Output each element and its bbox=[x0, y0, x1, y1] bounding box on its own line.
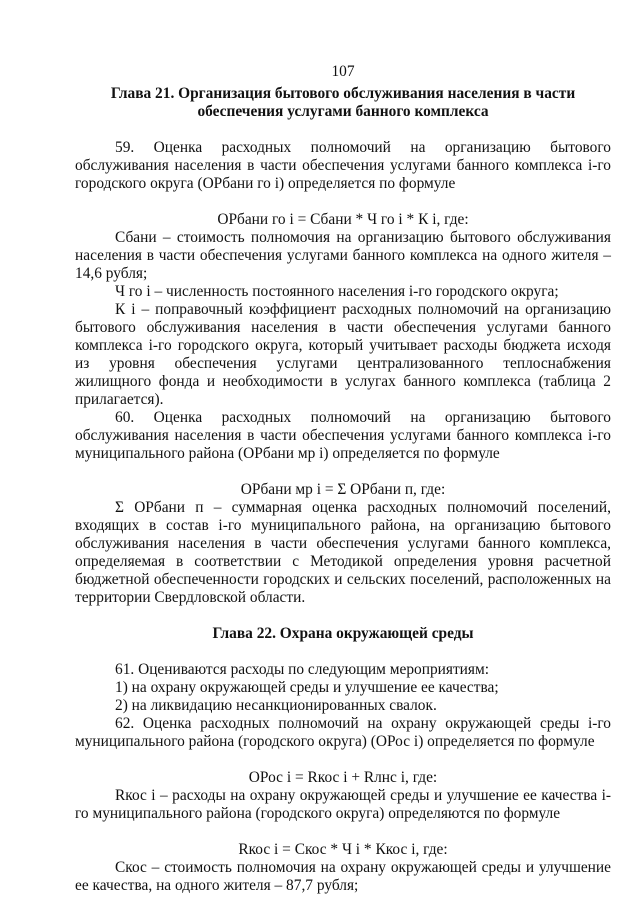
formula-orbani-mr: ОРбани мр i = Σ ОРбани п, где: bbox=[240, 481, 446, 498]
definition-rkos: Rкос i – расходы на охрану окружающей среды и улучшение ее качества i-го муниципального района (городского округа) определяются по формуле bbox=[75, 787, 611, 822]
paragraph-62: 62. Оценка расходных полномочий на охрану окружающей среды i-го муниципального района (городского округа) (ОРос i) определяется по формуле bbox=[75, 715, 611, 750]
definition-sum-orbani: Σ ОРбани п – суммарная оценка расходных полномочий поселений, входящих в состав i-го муниципального района, на организацию бытового обслуживания населения в части обеспечения услугами банного комплекса, определяемая в соответствии с Методикой определения уровня расчетной бюджетной обеспеченности городских и сельских поселений, расположенных на территории Свердловской области. bbox=[75, 499, 611, 606]
definition-ch-go: Ч го i – численность постоянного населения i-го городского округа; bbox=[115, 283, 559, 300]
formula-rkos: Rкос i = Скос * Ч i * Ккос i, где: bbox=[238, 841, 448, 858]
list-item-2: 2) на ликвидацию несанкционированных свалок. bbox=[115, 697, 437, 714]
formula-oros: ОРос i = Rкос i + Rлнс i, где: bbox=[248, 769, 438, 786]
list-item-1: 1) на охрану окружающей среды и улучшение ее качества; bbox=[115, 679, 499, 696]
document-page bbox=[75, 63, 611, 895]
formula-orbani-go: ОРбани го i = Сбани * Ч го i * К i, где: bbox=[217, 211, 469, 228]
chapter-22-title: Глава 22. Охрана окружающей среды bbox=[212, 625, 474, 642]
page-number: 107 bbox=[331, 63, 355, 80]
chapter-21-title: Глава 21. Организация бытового обслуживания населения в части обеспечения услугами банного комплекса bbox=[110, 85, 576, 120]
definition-k-i: К i – поправочный коэффициент расходных полномочий на организацию бытового обслуживания населения в части обеспечения услугами банного комплекса i-го городского округа, который учитывает расходы бюджета исходя из уровня обеспечения услугами централизованного теплоснабжения жилищного фонда и необходимости в услугах банного комплекса (таблица 2 прилагается). bbox=[75, 301, 611, 408]
definition-sbani: Сбани – стоимость полномочия на организацию бытового обслуживания населения в части обеспечения услугами банного комплекса на одного жителя – 14,6 рубля; bbox=[75, 229, 611, 282]
definition-skos: Скос – стоимость полномочия на охрану окружающей среды и улучшение ее качества, на одного жителя – 87,7 рубля; bbox=[75, 859, 611, 894]
paragraph-61: 61. Оцениваются расходы по следующим мероприятиям: bbox=[115, 661, 490, 678]
paragraph-60: 60. Оценка расходных полномочий на организацию бытового обслуживания населения в части обеспечения услугами банного комплекса i-го муниципального района (ОРбани мр i) определяется по формуле bbox=[75, 409, 611, 462]
paragraph-59: 59. Оценка расходных полномочий на организацию бытового обслуживания населения в части обеспечения услугами банного комплекса i-го городского округа (ОРбани го i) определяется по формуле bbox=[75, 139, 611, 192]
